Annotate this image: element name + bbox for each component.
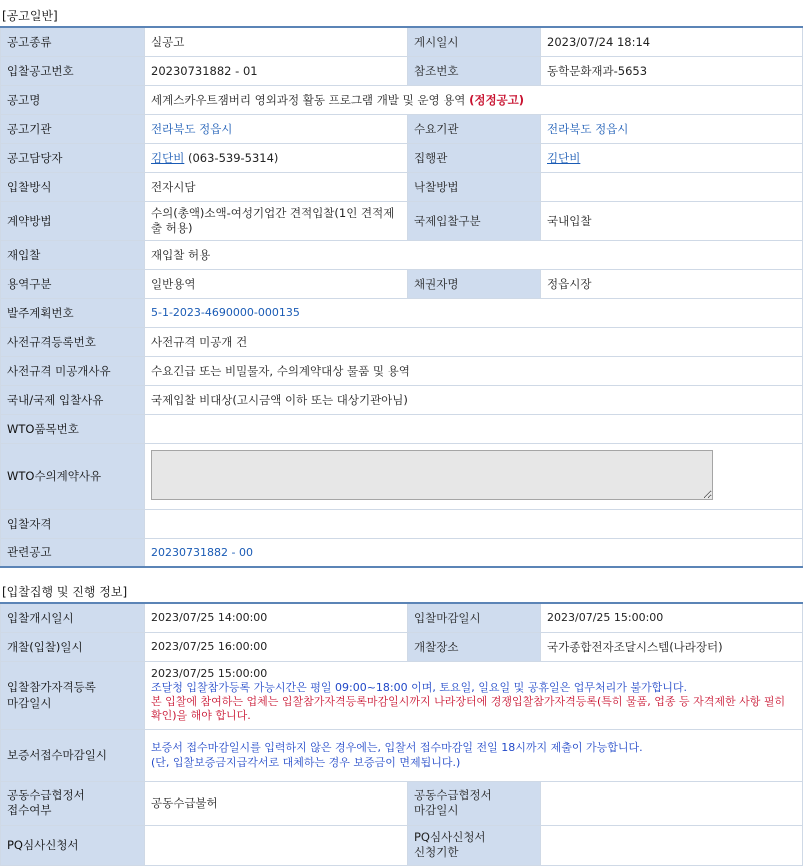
label-prespec-reason: 사전규격 미공개사유: [1, 356, 145, 385]
label-notice-type: 공고종류: [1, 27, 145, 56]
reg-requirement-note: 본 입찰에 참여하는 업체는 입찰참가자격등록마감일시까지 나라장터에 경쟁입찰참가자격등록(특히 물품, 업종 등 자격제한 사항 필히 확인)을 해야 합니다.: [151, 695, 786, 722]
wto-reason-textarea[interactable]: [151, 450, 713, 500]
value-intl-reason: 국제입찰 비대상(고시금액 이하 또는 대상기관아님): [145, 385, 803, 414]
label-related: 관련공고: [1, 538, 145, 567]
label-opening: 개찰(입찰)일시: [1, 632, 145, 661]
label-wto-reason: WTO수의계약사유: [1, 443, 145, 509]
notice-name-text: 세계스카우트잼버리 영외과정 활동 프로그램 개발 및 운영 용역: [151, 92, 466, 107]
label-bid-method: 입찰방식: [1, 172, 145, 201]
value-pq-application: [145, 825, 408, 865]
label-opening-place: 개찰장소: [408, 632, 541, 661]
value-intl-bid: 국내입찰: [541, 201, 803, 240]
reg-deadline-datetime: 2023/07/25 15:00:00: [151, 667, 268, 680]
label-pq-deadline: PQ심사신청서 신청기한: [408, 825, 541, 865]
value-bid-method: 전자시담: [145, 172, 408, 201]
label-executor: 집행관: [408, 143, 541, 172]
value-bid-deadline: 2023/07/25 15:00:00: [541, 603, 803, 632]
label-intl-bid: 국제입찰구분: [408, 201, 541, 240]
label-ref-no: 참조번호: [408, 56, 541, 85]
related-notice-link[interactable]: 20230731882 - 00: [145, 538, 803, 567]
bond-note-2: (단, 입찰보증금지급각서로 대체하는 경우 보증금이 면제됩니다.): [151, 756, 461, 769]
label-pq-application: PQ심사신청서: [1, 825, 145, 865]
value-manager: [145, 143, 408, 172]
value-award-method: [541, 172, 803, 201]
label-joint-agreement: 공동수급협정서 접수여부: [1, 781, 145, 825]
value-opening-place: 국가종합전자조달시스템(나라장터): [541, 632, 803, 661]
value-pq-deadline: [541, 825, 803, 865]
agency-link[interactable]: 전라북도 정읍시: [145, 114, 408, 143]
label-notice-name: 공고명: [1, 85, 145, 114]
value-bid-start: 2023/07/25 14:00:00: [145, 603, 408, 632]
value-bond-deadline: [145, 729, 803, 781]
label-bid-start: 입찰개시일시: [1, 603, 145, 632]
label-service-type: 용역구분: [1, 269, 145, 298]
label-reg-deadline: 입찰참가자격등록 마감일시: [1, 661, 145, 729]
value-opening: 2023/07/25 16:00:00: [145, 632, 408, 661]
label-post-date: 게시일시: [408, 27, 541, 56]
value-rebid: 재입찰 허용: [145, 240, 803, 269]
label-creditor: 채권자명: [408, 269, 541, 298]
value-service-type: 일반용역: [145, 269, 408, 298]
value-prereg-no: 사전규격 미공개 건: [145, 327, 803, 356]
general-info-table: [0, 26, 803, 568]
value-notice-type: 실공고: [145, 27, 408, 56]
label-rebid: 재입찰: [1, 240, 145, 269]
label-plan-no: 발주계획번호: [1, 298, 145, 327]
value-wto-item: [145, 414, 803, 443]
value-executor: [541, 143, 803, 172]
manager-phone: (063-539-5314): [187, 150, 279, 165]
value-wto-reason: [145, 443, 803, 509]
value-contract-method: 수의(총액)소액-여성기업간 견적입찰(1인 견적제출 허용): [145, 201, 408, 240]
label-intl-reason: 국내/국제 입찰사유: [1, 385, 145, 414]
reg-hours-note: 조달청 입찰참가등록 가능시간은 평일 09:00~18:00 이며, 토요일, 일요일 및 공휴일은 업무처리가 불가합니다.: [151, 681, 687, 694]
section-title-general: [공고일반]: [2, 9, 58, 23]
label-bond-deadline: 보증서접수마감일시: [1, 729, 145, 781]
executor-link[interactable]: 김단비: [547, 150, 581, 165]
label-qualification: 입찰자격: [1, 509, 145, 538]
label-contract-method: 계약방법: [1, 201, 145, 240]
label-award-method: 낙찰방법: [408, 172, 541, 201]
section-title-bid-execution: [입찰집행 및 진행 정보]: [2, 585, 128, 599]
label-wto-item: WTO품목번호: [1, 414, 145, 443]
value-reg-deadline: [145, 661, 803, 729]
value-creditor: 정읍시장: [541, 269, 803, 298]
value-prespec-reason: 수요긴급 또는 비밀물자, 수의계약대상 물품 및 용역: [145, 356, 803, 385]
label-prereg-no: 사전규격등록번호: [1, 327, 145, 356]
demand-agency-link[interactable]: 전라북도 정읍시: [541, 114, 803, 143]
label-bid-no: 입찰공고번호: [1, 56, 145, 85]
value-ref-no: 동학문화재과-5653: [541, 56, 803, 85]
bond-note-1: 보증서 접수마감일시를 입력하지 않은 경우에는, 입찰서 접수마감일 전일 18시까지 제출이 가능합니다.: [151, 741, 643, 754]
label-demand-agency: 수요기관: [408, 114, 541, 143]
manager-link[interactable]: 김단비: [151, 150, 185, 165]
value-joint-agreement: 공동수급불허: [145, 781, 408, 825]
value-joint-deadline: [541, 781, 803, 825]
value-qualification: [145, 509, 803, 538]
value-bid-no: 20230731882 - 01: [145, 56, 408, 85]
label-bid-deadline: 입찰마감일시: [408, 603, 541, 632]
correction-tag: (정정공고): [469, 92, 525, 107]
label-manager: 공고담당자: [1, 143, 145, 172]
label-agency: 공고기관: [1, 114, 145, 143]
value-post-date: 2023/07/24 18:14: [541, 27, 803, 56]
value-notice-name: [145, 85, 803, 114]
plan-no-link[interactable]: 5-1-2023-4690000-000135: [145, 298, 803, 327]
bid-execution-table: [0, 602, 803, 866]
label-joint-deadline: 공동수급협정서 마감일시: [408, 781, 541, 825]
